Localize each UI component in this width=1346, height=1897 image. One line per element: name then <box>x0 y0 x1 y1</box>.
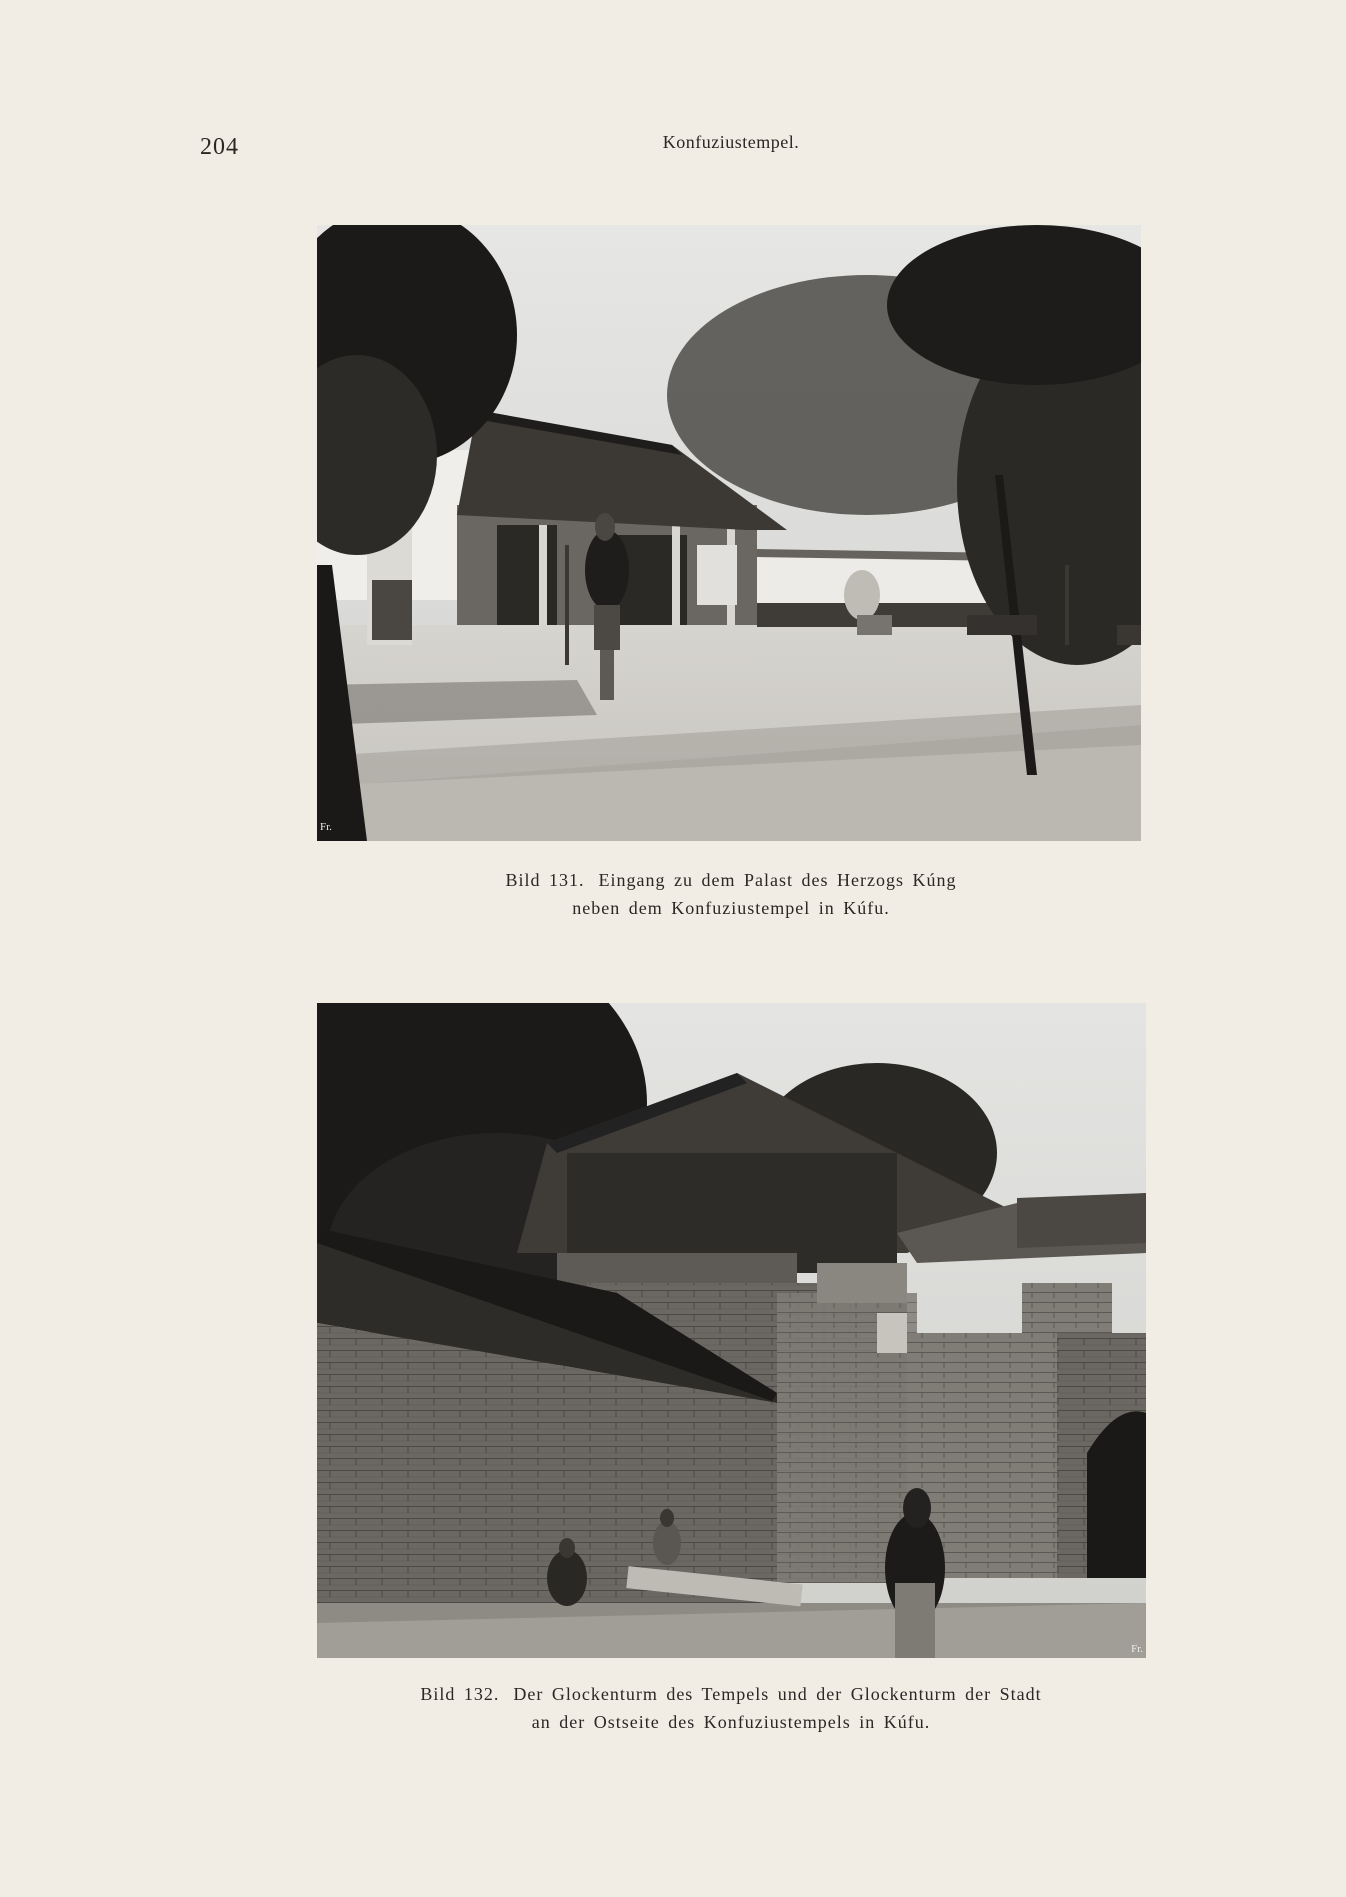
figure-number-132: Bild 132. <box>420 1684 500 1704</box>
page-number: 204 <box>200 134 239 160</box>
caption-bild-131 <box>0 866 1346 922</box>
caption-bild-132-text-1: Der Glockenturm des Tempels und der Glockenturm der Stadt <box>513 1684 1042 1704</box>
photo-bild-132-image <box>317 1003 1146 1658</box>
caption-bild-132-line-1 <box>0 1680 1346 1708</box>
caption-bild-132 <box>0 1680 1346 1736</box>
plate-mark-bild-131: Fr. <box>320 821 332 833</box>
photo-bild-131-image <box>317 225 1141 841</box>
caption-bild-131-text-2: neben dem Konfuziustempel in Kúfu. <box>572 898 890 918</box>
caption-bild-131-line-1 <box>0 866 1346 894</box>
caption-bild-132-text-2: an der Ostseite des Konfuziustempels in Kúfu. <box>531 1712 931 1732</box>
photo-bild-132 <box>317 1003 1146 1658</box>
caption-bild-131-text-1: Eingang zu dem Palast des Herzogs Kúng <box>598 870 957 890</box>
plate-mark-bild-132: Fr. <box>1131 1643 1143 1655</box>
figure-number-131: Bild 131. <box>505 870 585 890</box>
running-title: Konfuziustempel. <box>662 132 800 152</box>
photo-bild-131 <box>317 225 1141 841</box>
